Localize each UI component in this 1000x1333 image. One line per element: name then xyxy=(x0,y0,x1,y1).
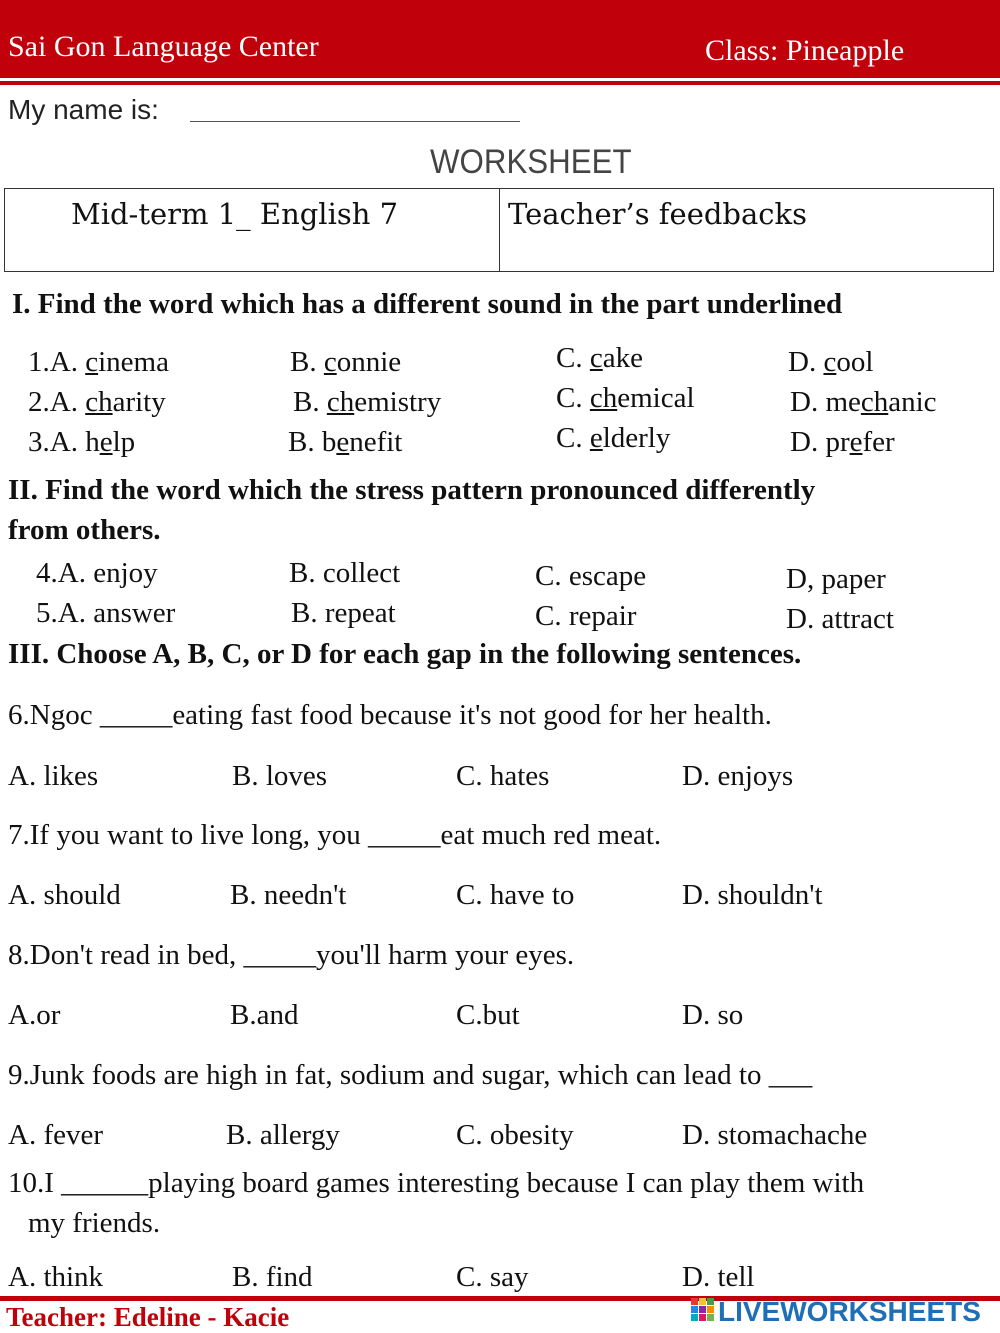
option[interactable]: B. chemistry xyxy=(293,386,442,418)
option[interactable]: B. loves xyxy=(232,760,328,792)
header-divider xyxy=(0,81,1000,85)
option[interactable]: D. so xyxy=(682,999,744,1031)
name-input-line[interactable] xyxy=(190,121,520,122)
option[interactable]: D. mechanic xyxy=(790,386,937,418)
option[interactable]: 4.A. enjoy xyxy=(36,557,158,589)
option[interactable]: C. chemical xyxy=(556,382,695,414)
option[interactable]: C. cake xyxy=(556,342,643,374)
option[interactable]: D. shouldn't xyxy=(682,879,823,911)
option[interactable]: C. hates xyxy=(456,760,550,792)
option[interactable]: 2.A. charity xyxy=(28,386,166,418)
option[interactable]: C. repair xyxy=(535,600,637,632)
liveworksheets-logo-icon xyxy=(690,1296,716,1324)
option[interactable]: D. attract xyxy=(786,603,894,635)
feedback-cell: Teacher’s feedbacks xyxy=(508,197,807,231)
liveworksheets-brand[interactable]: LIVEWORKSHEETS xyxy=(718,1296,981,1327)
option[interactable]: C.but xyxy=(456,999,520,1031)
question-9: 9.Junk foods are high in fat, sodium and sugar, which can lead to ___ xyxy=(8,1059,813,1091)
teacher-name: Teacher: Edeline - Kacie xyxy=(6,1302,290,1332)
option[interactable]: D. enjoys xyxy=(682,760,794,792)
option[interactable]: B.and xyxy=(230,999,299,1031)
option[interactable]: B. benefit xyxy=(288,426,403,458)
option[interactable]: D, paper xyxy=(786,563,886,595)
question-10-cont: my friends. xyxy=(28,1207,161,1239)
name-label: My name is: xyxy=(8,94,159,125)
worksheet-title: WORKSHEET xyxy=(430,143,632,181)
option[interactable]: A.or xyxy=(8,999,61,1031)
option[interactable]: B. needn't xyxy=(230,879,347,911)
option[interactable]: A. should xyxy=(8,879,121,911)
question-6: 6.Ngoc _____eating fast food because it's not good for her health. xyxy=(8,699,772,731)
section2-heading-cont: from others. xyxy=(8,514,161,546)
option[interactable]: B. collect xyxy=(289,557,401,589)
question-8: 8.Don't read in bed, _____you'll harm your eyes. xyxy=(8,939,575,971)
option[interactable]: C. obesity xyxy=(456,1119,574,1151)
exam-title-cell: Mid-term 1_ English 7 xyxy=(71,197,399,231)
info-table xyxy=(4,188,994,272)
question-7: 7.If you want to live long, you _____eat much red meat. xyxy=(8,819,662,851)
option[interactable]: C. have to xyxy=(456,879,575,911)
option[interactable]: 3.A. help xyxy=(28,426,136,458)
option[interactable]: D. tell xyxy=(682,1261,755,1293)
option[interactable]: D. stomachache xyxy=(682,1119,868,1151)
section2-heading: II. Find the word which the stress pattern pronounced differently xyxy=(8,474,816,506)
option[interactable]: A. fever xyxy=(8,1119,104,1151)
question-10: 10.I ______playing board games interesting because I can play them with xyxy=(8,1167,865,1199)
option[interactable]: 1.A. cinema xyxy=(28,346,169,378)
table-divider xyxy=(499,189,500,271)
option[interactable]: C. say xyxy=(456,1261,529,1293)
option[interactable]: B. find xyxy=(232,1261,313,1293)
option[interactable]: D. cool xyxy=(788,346,874,378)
option[interactable]: A. likes xyxy=(8,760,99,792)
option[interactable]: 5.A. answer xyxy=(36,597,176,629)
option[interactable]: B. repeat xyxy=(291,597,396,629)
center-name: Sai Gon Language Center xyxy=(8,30,319,63)
option[interactable]: C. escape xyxy=(535,560,647,592)
option[interactable]: B. allergy xyxy=(226,1119,340,1151)
option[interactable]: D. prefer xyxy=(790,426,895,458)
section3-heading: III. Choose A, B, C, or D for each gap in the following sentences. xyxy=(8,638,802,670)
option[interactable]: C. elderly xyxy=(556,422,671,454)
section1-heading: I. Find the word which has a different sound in the part underlined xyxy=(12,288,843,320)
option[interactable]: A. think xyxy=(8,1261,104,1293)
option[interactable]: B. connie xyxy=(290,346,402,378)
class-label: Class: Pineapple xyxy=(705,34,905,67)
